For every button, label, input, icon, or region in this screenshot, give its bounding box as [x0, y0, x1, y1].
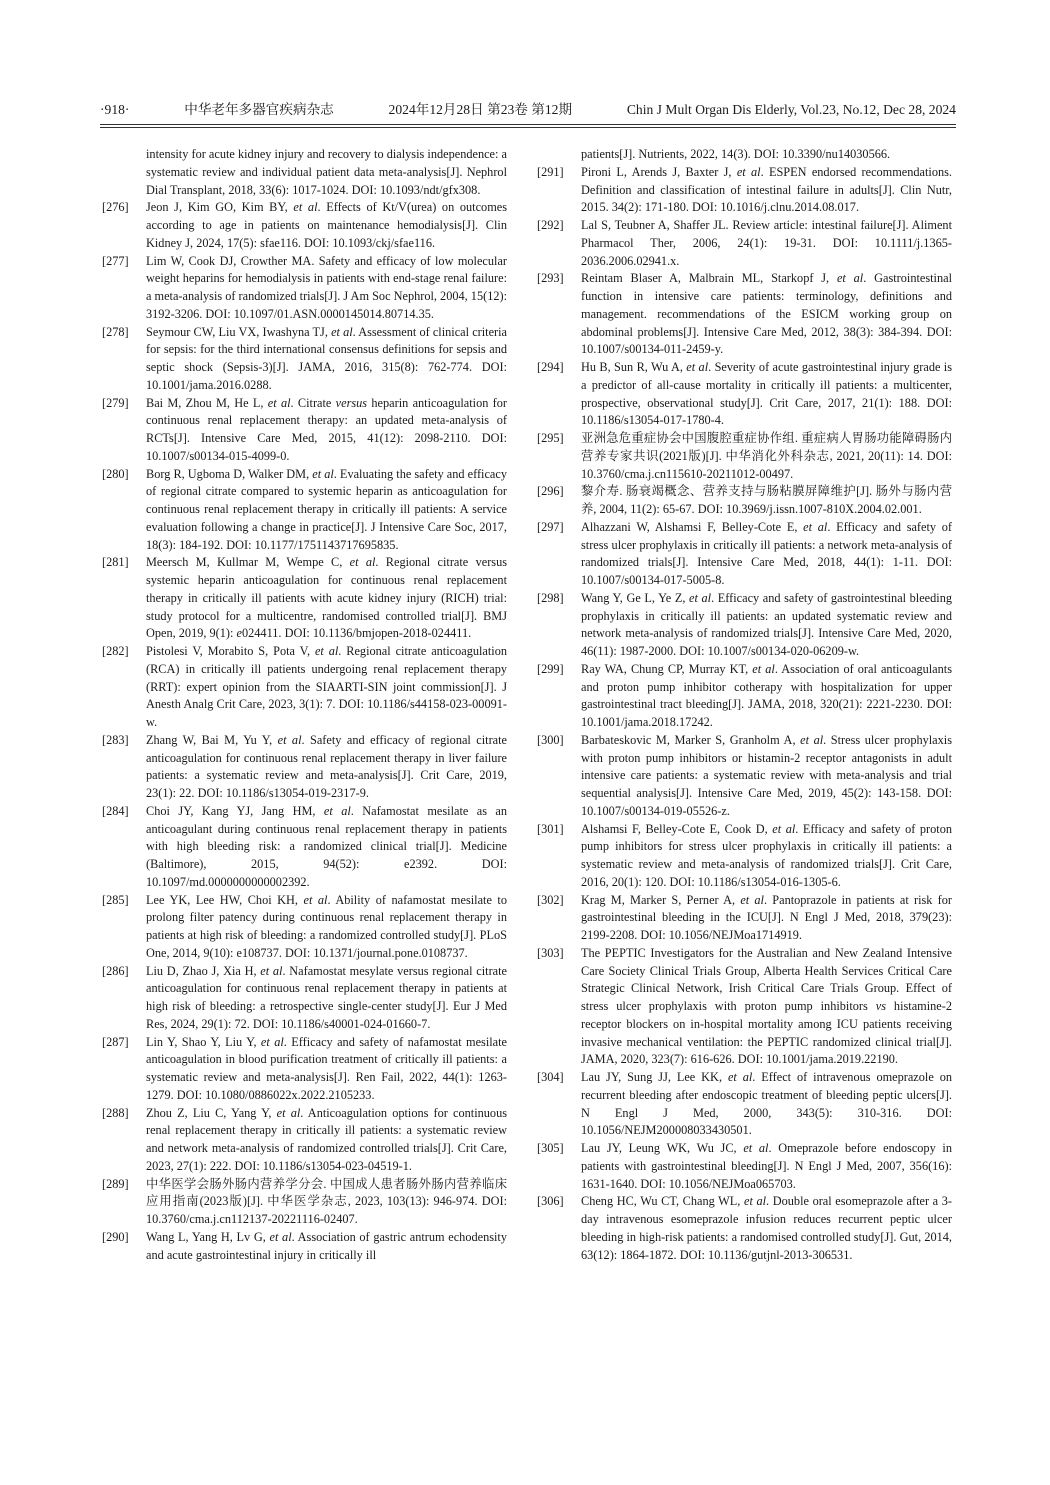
reference-text: Choi JY, Kang YJ, Jang HM, [146, 803, 324, 818]
reference-entry [102, 643, 507, 732]
reference-text: . Severity of acute gastrointestinal injury grade is a predictor of all-cause mortality in critically ill patients: a multicenter, prospective, observational study[J]. Crit Care, 2017, 21(1): 188. DOI: 10.1186/s13054-017-1780-4. [581, 360, 953, 428]
reference-number: [294] [537, 360, 564, 374]
reference-entry [537, 892, 952, 945]
reference-entry [102, 324, 507, 395]
reference-number: [303] [537, 945, 564, 960]
reference-number: [302] [537, 892, 564, 907]
italic-text: et al [772, 821, 796, 836]
reference-text: Seymour CW, Liu VX, Iwashyna TJ, [146, 324, 332, 339]
italic-text: et al [260, 1034, 284, 1049]
reference-number: [304] [537, 1070, 564, 1084]
italic-text: et al [312, 466, 334, 481]
italic-text: versus [335, 395, 368, 410]
reference-text: . Anticoagulation options for continuous renal replacement therapy in critically ill patients: a systematic review and network meta-analysis of randomized controlled trials[J]. Crit Care, 2023, 27(1): 222. DOI: 10.1186/s13054-023-04519-1. [146, 1105, 508, 1173]
reference-text: . Efficacy and safety of gastrointestinal bleeding prophylaxis in critically ill patients: an updated systematic review and network meta-analysis of randomized trials[J]. Intensive Care Med, 2020, 46(11): 1987-2000. DOI: 10.1007/s00134-020-06209-w. [581, 590, 953, 658]
reference-number: [280] [102, 466, 129, 481]
italic-text: e [236, 626, 242, 641]
reference-entry [537, 217, 952, 270]
italic-text: et al [303, 892, 328, 907]
italic-text: et al [743, 1141, 769, 1155]
reference-number: [279] [102, 395, 129, 410]
reference-entry [102, 732, 507, 803]
journal-name-cn: 中华老年多器官疾病杂志 [184, 102, 334, 117]
reference-text: Lin Y, Shao Y, Liu Y, [146, 1034, 261, 1049]
reference-continuation [537, 146, 952, 164]
reference-text: Meersch M, Kullmar M, Wempe C, [146, 555, 350, 570]
italic-text: et al [293, 200, 318, 215]
reference-text: heparin anticoagulation for continuous renal replacement therapy: an updated meta-analysis of RCTs[J]. Intensive Care Med, 2015, 41(12): 2098-2110. DOI: 10.1007/s00134-015-4099-0. [146, 395, 508, 463]
italic-text: et al [740, 892, 764, 907]
reference-number: [276] [102, 200, 129, 215]
reference-text: Jeon J, Kim GO, Kim BY, [146, 200, 294, 215]
reference-text: Wang L, Yang H, Lv G, [146, 1229, 270, 1244]
reference-entry [537, 1140, 952, 1193]
reference-number: [290] [102, 1229, 129, 1244]
italic-text: et al [743, 1194, 767, 1209]
italic-text: et al [752, 661, 775, 676]
reference-number: [299] [537, 661, 564, 676]
reference-entry [537, 164, 952, 217]
references-left-column [102, 146, 507, 1264]
reference-text: Ray WA, Chung CP, Murray KT, [581, 661, 753, 676]
reference-text: . Effect of intravenous omeprazole on recurrent bleeding after endoscopic treatment of bleeding peptic ulcers[J]. N Engl J Med, 2000, 343(5): 310-316. DOI: 10.1056/NEJM200008033430501. [581, 1070, 952, 1138]
reference-text: . Association of gastric antrum echodensity and acute gastrointestinal injury in critically ill [146, 1229, 507, 1262]
reference-text: Lee YK, Lee HW, Choi KH, [146, 892, 304, 907]
reference-entry [102, 1229, 507, 1265]
reference-text: . Citrate [290, 395, 336, 410]
reference-text: . Efficacy and safety of stress ulcer prophylaxis in critically ill patients: a network meta-analysis of randomized trials[J]. Intensive Care Med, 2018, 44(1): 1-11. DOI: 10.1007/s00134-017-5005-8. [581, 519, 953, 587]
reference-entry [537, 270, 952, 359]
reference-text: patients[J]. Nutrients, 2022, 14(3). DOI: 10.3390/nu14030566. [581, 147, 891, 161]
reference-text: Krag M, Marker S, Perner A, [581, 892, 741, 907]
reference-entry [102, 199, 507, 252]
reference-number: [282] [102, 644, 129, 658]
reference-text: . Efficacy and safety of nafamostat mesilate anticoagulation in blood purification treatment of critically ill patients: a systematic review and meta-analysis[J]. Ren Fail, 2022, 44(1): 1263-1279. DOI: 10.1080/0886022x.2022.2105233. [146, 1034, 507, 1102]
italic-text: et al [260, 963, 283, 978]
reference-text: . Regional citrate versus systemic heparin anticoagulation for continuous renal replacement therapy in critically ill patients with acute kidney injury (RICH) trial: study protocol for a multicentre, randomised controlled trial[J]. BMJ Open, 2019, 9(1): [146, 555, 508, 641]
italic-text: et al [276, 1105, 301, 1120]
reference-entry [102, 803, 507, 892]
reference-text: 亚洲急危重症协会中国腹腔重症协作组. 重症病人胃肠功能障碍肠内营养专家共识(2021版)[J]. 中华消化外科杂志, 2021, 20(11): 14. DOI: 10.3760/cma.j.cn115610-20211012-00497. [581, 431, 952, 481]
italic-text: et al [323, 803, 351, 818]
reference-text: Zhou Z, Liu C, Yang Y, [146, 1105, 277, 1120]
reference-number: [283] [102, 732, 129, 747]
reference-text: . Regional citrate anticoagulation (RCA) in critically ill patients undergoing renal replacement therapy (RRT): expert opinion from the SIAARTI-SIN joint commission[J]. J Anesth Analg Crit Care, 2023, 3(1): 7. DOI: 10.1186/s44158-023-00091-w. [146, 644, 508, 729]
reference-text: . Pantoprazole in patients at risk for gastrointestinal bleeding in the ICU[J]. N Engl J Med, 2018, 379(23): 2199-2208. DOI: 10.1056/NEJMoa1714919. [581, 892, 952, 942]
page-number: ·918· [100, 102, 130, 117]
italic-text: vs [875, 999, 886, 1013]
reference-number: [298] [537, 590, 564, 605]
reference-number: [305] [537, 1141, 564, 1155]
reference-number: [297] [537, 519, 564, 534]
reference-text: . Effects of Kt/V(urea) on outcomes according to age in patients on maintenance hemodialysis[J]. Clin Kidney J, 2024, 17(5): sfae116. DOI: 10.1093/ckj/sfae116. [146, 200, 508, 250]
reference-text: The PEPTIC Investigators for the Australian and New Zealand Intensive Care Society Clinical Trials Group, Alberta Health Services Critical Care Strategic Clinical Network, Irish Critical Care Trials Group. Effect of stress ulcer prophylaxis with proton pump inhibitors [581, 945, 952, 1013]
reference-number: [278] [102, 324, 129, 339]
italic-text: et al [836, 271, 864, 286]
reference-number: [296] [537, 484, 564, 499]
reference-entry [537, 1069, 952, 1140]
reference-text: Wang Y, Ge L, Ye Z, [581, 590, 690, 605]
reference-number: [289] [102, 1176, 129, 1191]
italic-text: et al [689, 590, 712, 605]
reference-number: [281] [102, 555, 129, 570]
reference-entry [102, 892, 507, 963]
reference-text: Lal S, Teubner A, Shaffer JL. Review article: intestinal failure[J]. Aliment Pharmacol Ther, 2006, 24(1): 19-31. DOI: 10.1111/j.1365-2036.2006.02941.x. [581, 218, 952, 268]
reference-entry [102, 253, 507, 324]
italic-text: et al [727, 1070, 753, 1084]
reference-text: . Ability of nafamostat mesilate to prolong filter patency during continuous renal replacement therapy in patients at high risk of bleeding: a randomized controlled study[J]. PLoS One, 2014, 9(10): e108737. DOI: 10.1371/journal.pone.0108737. [146, 892, 507, 960]
reference-entry [102, 1034, 507, 1105]
reference-number: [293] [537, 271, 564, 286]
reference-text: . Association of oral anticoagulants and proton pump inhibitor cotherapy with hospitalization for upper gastrointestinal tract bleeding[J]. JAMA, 2018, 320(21): 2221-2230. DOI: 10.1001/jama.2018.17242. [581, 661, 952, 729]
journal-citation-en: Chin J Mult Organ Dis Elderly, Vol.23, No.12, Dec 28, 2024 [626, 102, 956, 117]
italic-text: et al [736, 164, 761, 179]
reference-text: . Omeprazole before endoscopy in patients with gastrointestinal bleeding[J]. N Engl J Med, 2007, 356(16): 1631-1640. DOI: 10.1056/NEJMoa065703. [581, 1141, 952, 1191]
reference-entry [102, 1105, 507, 1176]
reference-text: . Evaluating the safety and efficacy of regional citrate compared to systemic heparin as anticoagulation for continuous renal replacement therapy in critically ill patients: A service evaluation following a change in practice[J]. J Intensive Care Soc, 2017, 18(3): 184-192. DOI: 10.1177/1751143717695835. [146, 466, 508, 552]
reference-text: Borg R, Ugboma D, Walker DM, [146, 466, 313, 481]
reference-text: . ESPEN endorsed recommendations. Definition and classification of intestinal failure in adults[J]. Clin Nutr, 2015. 34(2): 171-180. DOI: 10.1016/j.clnu.2014.08.017. [581, 164, 953, 215]
reference-number: [301] [537, 821, 564, 836]
reference-entry [537, 732, 952, 821]
reference-number: [295] [537, 431, 564, 445]
reference-number: [291] [537, 164, 564, 179]
reference-number: [287] [102, 1034, 129, 1049]
reference-entry [102, 1176, 507, 1229]
reference-text: 中华医学会肠外肠内营养学分会. 中国成人患者肠外肠内营养临床应用指南(2023版)[J]. 中华医学杂志, 2023, 103(13): 946-974. DOI: 10.3760/cma.j.cn112137-20221116-02407. [146, 1176, 507, 1226]
reference-entry [102, 395, 507, 466]
reference-number: [292] [537, 218, 564, 232]
reference-text: Lau JY, Sung JJ, Lee KK, [581, 1070, 728, 1084]
reference-text: . Efficacy and safety of proton pump inhibitors for stress ulcer prophylaxis in critically ill patients: a systematic review and meta-analysis of randomized trials[J]. Crit Care, 2016, 20(1): 120. DOI: 10.1186/s13054-016-1305-6. [581, 821, 953, 889]
reference-entry [102, 466, 507, 555]
reference-text: 024411. DOI: 10.1136/bmjopen-2018-024411. [241, 626, 472, 641]
reference-text: intensity for acute kidney injury and recovery to dialysis independence: a systematic review and individual patient data meta-analysis[J]. Nephrol Dial Transplant, 2018, 33(6): 1017-1024. DOI: 10.1093/ndt/gfx308. [146, 147, 507, 197]
reference-number: [277] [102, 253, 129, 268]
italic-text: et al [269, 1229, 292, 1244]
reference-entry [537, 519, 952, 590]
reference-text: Barbateskovic M, Marker S, Granholm A, [581, 732, 801, 747]
running-header [100, 98, 956, 118]
reference-text: Alshamsi F, Belley-Cote E, Cook D, [581, 821, 773, 836]
reference-text: Lim W, Cook DJ, Crowther MA. Safety and efficacy of low molecular weight heparins for hemodialysis in patients with end-stage renal failure: a meta-analysis of randomized trials[J]. J Am Soc Nephrol, 2004, 15(12): 3192-3206. DOI: 10.1097/01.ASN.0000145014.80714.35. [146, 253, 507, 321]
reference-text: Alhazzani W, Alshamsi F, Belley-Cote E, [581, 519, 804, 534]
reference-text: . Assessment of clinical criteria for sepsis: for the third international consensus definitions for sepsis and septic shock (Sepsis-3)[J]. JAMA, 2016, 315(8): 762-774. DOI: 10.1001/jama.2016.0288. [146, 324, 508, 392]
reference-text: Pistolesi V, Morabito S, Pota V, [146, 644, 315, 658]
reference-text: Bai M, Zhou M, He L, [146, 395, 268, 410]
reference-number: [306] [537, 1194, 564, 1209]
reference-text: Pironi L, Arends J, Baxter J, [581, 164, 737, 179]
reference-entry [537, 590, 952, 661]
reference-number: [300] [537, 732, 564, 747]
reference-text: Cheng HC, Wu CT, Chang WL, [581, 1194, 744, 1209]
reference-text: 黎介寿. 肠衰竭概念、营养支持与肠粘膜屏障维护[J]. 肠外与肠内营养, 2004, 11(2): 65-67. DOI: 10.3969/j.issn.1007-810X.2004.02.001. [581, 484, 952, 516]
reference-text: histamine-2 receptor blockers on in-hospital mortality among ICU patients receiving invasive mechanical ventilation: the PEPTIC randomized clinical trial[J]. JAMA, 2020, 323(7): 616-626. DOI: 10.1001/jama.2019.22190. [581, 999, 952, 1067]
reference-text: Reintam Blaser A, Malbrain ML, Starkopf J, [581, 271, 837, 286]
reference-entry [537, 359, 952, 430]
reference-number: [284] [102, 803, 129, 818]
reference-text: . Gastrointestinal function in intensive care patients: terminology, definitions and management. recommendations of the ESICM working group on abdominal problems[J]. Intensive Care Med, 2012, 38(3): 384-394. DOI: 10.1007/s00134-011-2459-y. [581, 271, 953, 357]
italic-text: et al [277, 732, 302, 747]
header-rule [100, 124, 956, 125]
italic-text: et al [267, 395, 291, 410]
reference-text: Hu B, Sun R, Wu A, [581, 360, 687, 374]
reference-text: Lau JY, Leung WK, Wu JC, [581, 1141, 744, 1155]
reference-continuation [102, 146, 507, 199]
italic-text: et al [314, 644, 339, 658]
reference-number: [288] [102, 1105, 129, 1120]
reference-number: [286] [102, 963, 129, 978]
reference-entry [102, 554, 507, 643]
references-right-column [537, 146, 952, 1264]
italic-text: et al [331, 324, 353, 339]
italic-text: et al [800, 732, 824, 747]
reference-text: . Nafamostat mesylate versus regional citrate anticoagulation for continuous renal replacement therapy in patients at high risk of bleeding: a retrospective single-center study[J]. Eur J Med Res, 2024, 29(1): 72. DOI: 10.1186/s40001-024-01660-7. [146, 963, 508, 1031]
header-rule [100, 127, 956, 128]
reference-entry [537, 945, 952, 1069]
reference-text: . Safety and efficacy of regional citrate anticoagulation for continuous renal replacement therapy in liver failure patients: a systematic review and meta-analysis[J]. Crit Care, 2019, 23(1): 22. DOI: 10.1186/s13054-019-2317-9. [146, 732, 508, 800]
reference-text: Liu D, Zhao J, Xia H, [146, 963, 261, 978]
reference-entry [102, 963, 507, 1034]
reference-text: Zhang W, Bai M, Yu Y, [146, 732, 278, 747]
reference-entry [537, 1193, 952, 1264]
reference-number: [285] [102, 892, 129, 907]
reference-entry [537, 661, 952, 732]
reference-entry [537, 821, 952, 892]
reference-text: . Stress ulcer prophylaxis with proton pump inhibitors or histamin-2 receptor antagonists in adult intensive care patients: a systematic review with meta-analysis and trial sequential analysis[J]. Intensive Care Med, 2019, 45(2): 143-158. DOI: 10.1007/s00134-019-05526-z. [581, 732, 952, 818]
reference-text: . Nafamostat mesilate as an anticoagulant during continuous renal replacement therapy in patients with high bleeding risk: a randomized clinical trial[J]. Medicine (Baltimore), 2015, 94(52): e2392. DOI: 10.1097/md.0000000000002392. [146, 803, 507, 889]
italic-text: et al [686, 360, 709, 374]
italic-text: et al [803, 519, 828, 534]
reference-text: . Double oral esomeprazole after a 3-day intravenous esomeprazole infusion reduces recurrent peptic ulcer bleeding in high-risk patients: a randomised controlled study[J]. Gut, 2014, 63(12): 1864-1872. DOI: 10.1136/gutjnl-2013-306531. [581, 1194, 952, 1262]
issue-date-cn: 2024年12月28日 第23卷 第12期 [388, 102, 573, 117]
reference-entry [537, 483, 952, 519]
italic-text: et al [349, 555, 376, 570]
reference-entry [537, 430, 952, 483]
